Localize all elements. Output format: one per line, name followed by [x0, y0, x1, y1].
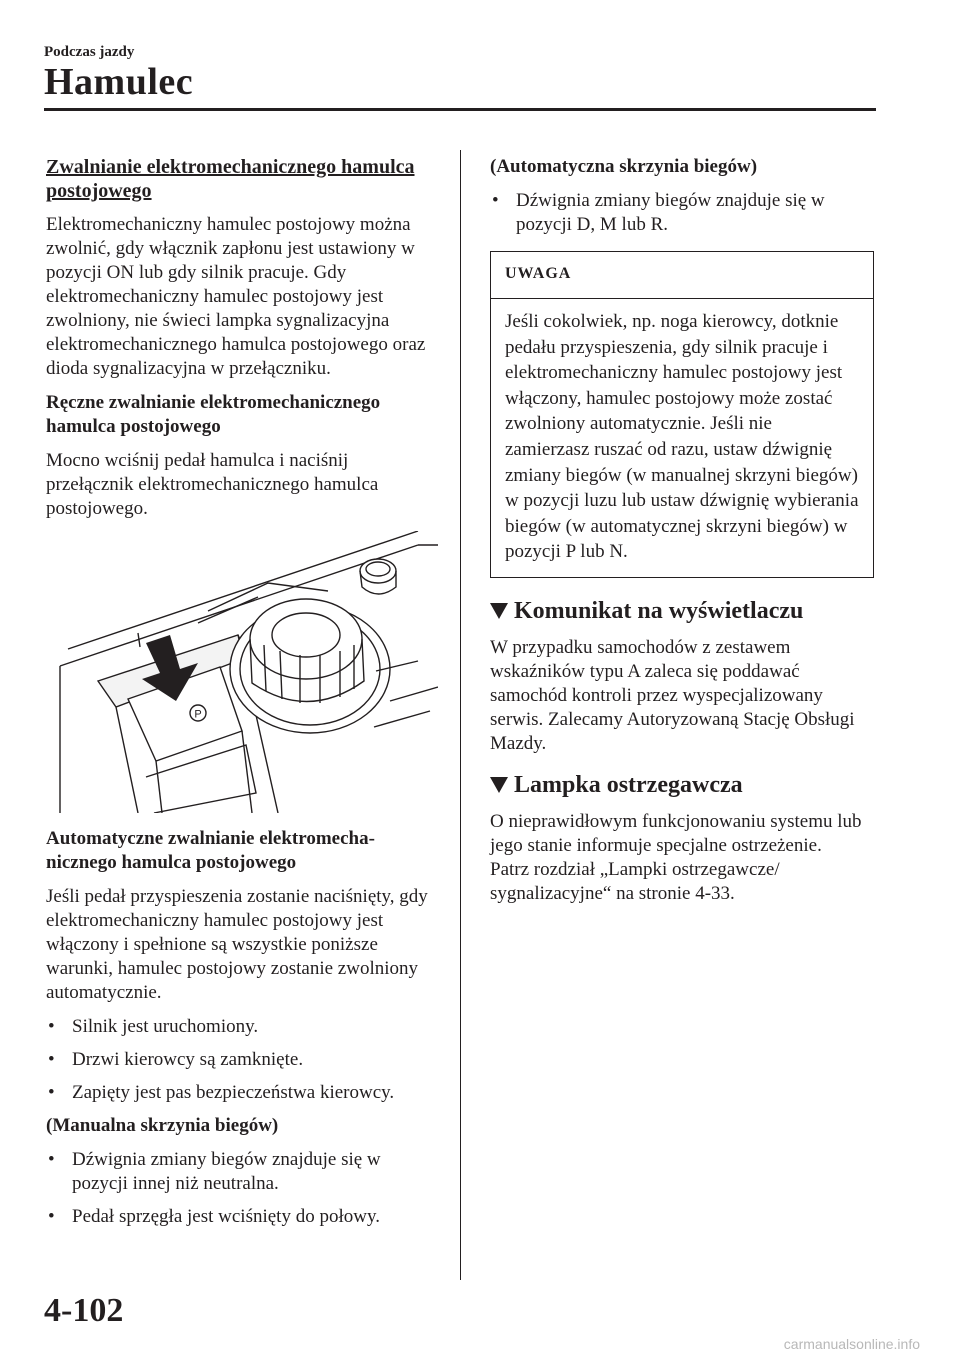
bullet-dot: •: [48, 1082, 55, 1103]
paragraph-release-intro: Elektromechaniczny hamulec postojowy można zwolnić, gdy włącznik zapłonu jest ustawiony w pozycji ON lub gdy silnik pracuje. Gdy elektromechaniczny hamulec postojowy jest zwolniony, nie świeci lampka sygnalizacyjna elektromechanicznego hamulca postojowego oraz dioda sygnalizacyjna w przełączniku.: [46, 214, 426, 379]
right-column: [490, 155, 876, 916]
watermark: carmanualsonline.info: [783, 1336, 920, 1352]
section-display-message: [490, 596, 876, 626]
page-number: 4-102: [44, 1292, 124, 1329]
paragraph-warning-light-reference: Patrz rozdział „Lampki ostrzegawcze/ sygnalizacyjne“ na stronie 4-33.: [490, 858, 780, 904]
column-divider: [460, 150, 461, 1280]
list-item: • Silnik jest uruchomiony.: [48, 1016, 259, 1037]
list-item: • Dźwignia zmiany biegów znajduje się w pozycji D, M lub R.: [492, 190, 825, 235]
chapter-title: Hamulec: [44, 61, 194, 103]
section-label: Podczas jazdy: [44, 44, 135, 60]
list-item: • Dźwignia zmiany biegów znajduje się w pozycji innej niż neutralna.: [48, 1149, 381, 1194]
parking-brake-switch-illustration: [38, 531, 438, 813]
list-item: • Drzwi kierowcy są zamknięte.: [48, 1049, 304, 1070]
switch-p-symbol: P: [194, 708, 202, 721]
caution-note-box: [490, 251, 874, 578]
bullet-dot: •: [48, 1206, 55, 1227]
left-column: [46, 155, 438, 1238]
triangle-down-icon: [490, 603, 508, 619]
paragraph-automatic-release: Jeśli pedał przyspieszenia zostanie naciśnięty, gdy elektromechaniczny hamulec postojowy jest włączony i spełnione są wszystkie poniższe warunki, hamulec postojowy zostanie zwolniony automatycznie.: [46, 886, 428, 1003]
heading-automatic-transmission: (Automatyczna skrzynia biegów): [490, 156, 758, 177]
heading-manual-release: Ręczne zwalnianie elektromechanicznego hamulca postojowego: [46, 392, 381, 437]
bullet-dot: •: [492, 190, 499, 211]
paragraph-warning-light: O nieprawidłowym funkcjonowaniu systemu lub jego stanie informuje specjalne ostrzeżenie.: [490, 810, 862, 856]
bullet-dot: •: [48, 1016, 55, 1037]
section-warning-light: [490, 770, 876, 800]
bullet-dot: •: [48, 1149, 55, 1170]
caution-note-text: Jeśli cokolwiek, np. noga kierowcy, dotknie pedału przyspieszenia, gdy silnik pracuje i elektromechaniczny hamulec postojowy jest włączony, hamulec postojowy może zostać zwolniony automatycznie. Jeśli nie zamierzasz ruszać od razu, ustaw dźwignię zmiany biegów (w manualnej skrzyni biegów) w pozycji luzu lub ustaw dźwignię wybierania biegów (w automatycznej skrzyni biegów) w pozycji P lub N.: [505, 311, 859, 563]
list-item: • Zapięty jest pas bezpieczeństwa kierowcy.: [48, 1082, 395, 1103]
header-rule: [44, 108, 876, 111]
bullet-dot: •: [48, 1049, 55, 1070]
list-item: • Pedał sprzęgła jest wciśnięty do połowy.: [48, 1206, 380, 1227]
section-display-message-title: Komunikat na wyświetlaczu: [514, 597, 804, 624]
section-warning-light-title: Lampka ostrzegawcza: [514, 771, 743, 798]
heading-automatic-release: Automatyczne zwalnianie elektromecha-nicznego hamulca postojowego: [46, 828, 375, 873]
heading-manual-transmission: (Manualna skrzynia biegów): [46, 1115, 279, 1136]
triangle-down-icon: [490, 777, 508, 793]
heading-release-parking-brake: Zwalnianie elektromechanicznego hamulca postojowego: [46, 156, 415, 202]
paragraph-manual-release: Mocno wciśnij pedał hamulca i naciśnij przełącznik elektromechanicznego hamulca postojowego.: [46, 450, 379, 519]
caution-note-title: UWAGA: [491, 252, 873, 299]
paragraph-display-message: W przypadku samochodów z zestawem wskaźników typu A zaleca się poddawać samochód kontroli przez wyspecjalizowany serwis. Zalecamy Autoryzowaną Stację Obsługi Mazdy.: [490, 636, 855, 754]
